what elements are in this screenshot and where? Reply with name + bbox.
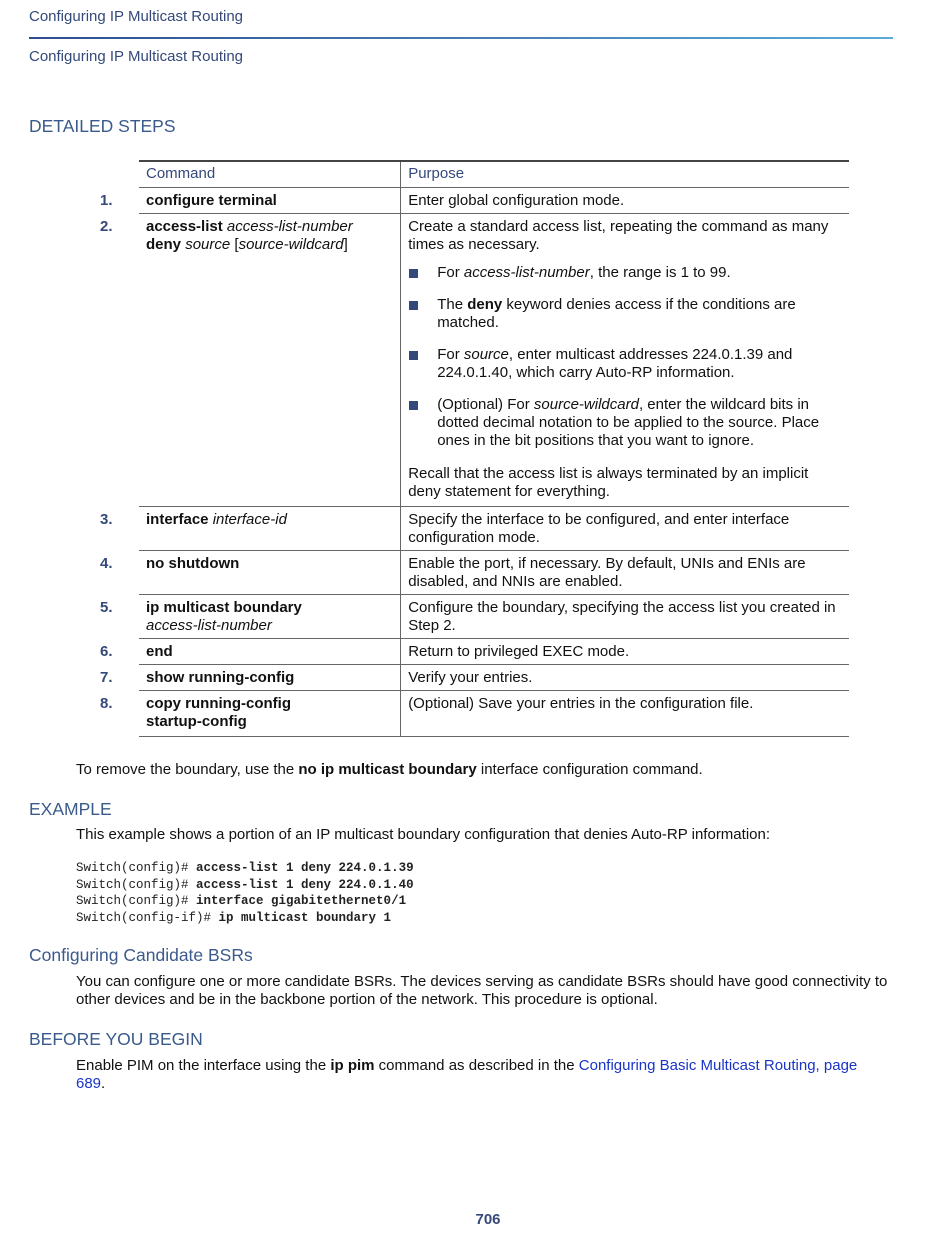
command-text: show running-config [146, 669, 295, 686]
bracket: ] [343, 236, 348, 253]
before-you-begin-body: Enable PIM on the interface using the ip pim command as described in the Configuring Basic Multicast Routing, page 689. [76, 1057, 858, 1092]
list-item: (Optional) For source-wildcard, enter the wildcard bits in dotted decimal notation to be applied to the source. Place ones in the bit positions that you want to ignore. [408, 396, 841, 450]
step-number: 2. [100, 218, 113, 235]
column-header-purpose: Purpose [401, 161, 849, 188]
bracket: [ [234, 236, 239, 253]
purpose-bullet-list [408, 264, 841, 450]
command-argument: interface-id [212, 511, 287, 528]
header-rule [29, 37, 893, 39]
page-number: 706 [475, 1211, 501, 1228]
code-line: Switch(config)# access-list 1 deny 224.0.1.40 [76, 877, 414, 892]
purpose-text: (Optional) Save your entries in the configuration file. [401, 691, 849, 737]
example-intro: This example shows a portion of an IP multicast boundary configuration that denies Auto-RP information: [76, 826, 770, 843]
purpose-text: Specify the interface to be configured, and enter interface configuration mode. [401, 507, 849, 551]
purpose-text: Recall that the access list is always terminated by an implicit deny statement for everything. [408, 465, 809, 500]
step-number: 4. [100, 555, 113, 572]
step-number: 6. [100, 643, 113, 660]
step-number: 5. [100, 599, 113, 616]
purpose-text: Configure the boundary, specifying the access list you created in Step 2. [401, 595, 849, 639]
column-header-command: Command [139, 161, 401, 188]
purpose-text: Enable the port, if necessary. By default, UNIs and ENIs are disabled, and NNIs are enabled. [401, 551, 849, 595]
command-keyword: ip multicast boundary [146, 599, 302, 616]
command-argument: source [185, 236, 231, 253]
command-keyword: access-list [146, 218, 223, 235]
before-you-begin-heading: BEFORE YOU BEGIN [29, 1029, 203, 1049]
step-number: 7. [100, 669, 113, 686]
table-row [139, 691, 849, 737]
basic-multicast-routing-link[interactable]: Configuring Basic Multicast Routing, page 689 [76, 1057, 858, 1092]
code-line: Switch(config)# access-list 1 deny 224.0.1.39 [76, 861, 414, 875]
table-row [139, 214, 849, 507]
command-argument: access-list-number [146, 617, 272, 634]
running-header: Configuring IP Multicast Routing [29, 8, 243, 25]
steps-table [100, 160, 849, 737]
list-item: For source, enter multicast addresses 224.0.1.39 and 224.0.1.40, which carry Auto-RP information. [408, 346, 841, 382]
command-keyword: interface [146, 511, 209, 528]
purpose-text: Verify your entries. [401, 665, 849, 691]
purpose-text: Return to privileged EXEC mode. [401, 639, 849, 665]
table-row [139, 665, 849, 691]
list-item: For access-list-number, the range is 1 to 99. [408, 264, 841, 282]
step-number: 3. [100, 511, 113, 528]
table-row [139, 188, 849, 214]
section-header: Configuring IP Multicast Routing [29, 48, 243, 65]
table-header-row [139, 161, 849, 188]
candidate-bsrs-heading: Configuring Candidate BSRs [29, 945, 253, 965]
detailed-steps-heading: DETAILED STEPS [29, 116, 176, 136]
example-code-block [76, 860, 414, 926]
table-row [139, 551, 849, 595]
step-number: 1. [100, 192, 113, 209]
code-line: Switch(config-if)# ip multicast boundary 1 [76, 910, 392, 925]
code-line: Switch(config)# interface gigabitethernet0/1 [76, 894, 407, 908]
purpose-text: Enter global configuration mode. [401, 188, 849, 214]
remove-boundary-note: To remove the boundary, use the no ip multicast boundary interface configuration command. [76, 761, 703, 778]
command-keyword: copy running-config [146, 695, 291, 712]
command-keyword: startup-config [146, 713, 247, 730]
command-text: no shutdown [146, 555, 240, 572]
list-item: The deny keyword denies access if the conditions are matched. [408, 296, 841, 332]
step-number: 8. [100, 695, 113, 712]
table-row [139, 507, 849, 551]
command-keyword: deny [146, 236, 182, 253]
command-text: end [146, 643, 173, 660]
command-text: configure terminal [146, 192, 277, 209]
table-row [139, 639, 849, 665]
command-argument: access-list-number [226, 218, 353, 235]
candidate-bsrs-body: You can configure one or more candidate BSRs. The devices serving as candidate BSRs should have good connectivity to other devices and be in the backbone portion of the network. This procedure is optional. [76, 973, 888, 1008]
purpose-text: Create a standard access list, repeating the command as many times as necessary. [408, 218, 829, 253]
command-argument: source-wildcard [238, 236, 344, 253]
example-heading: EXAMPLE [29, 799, 112, 819]
table-row [139, 595, 849, 639]
